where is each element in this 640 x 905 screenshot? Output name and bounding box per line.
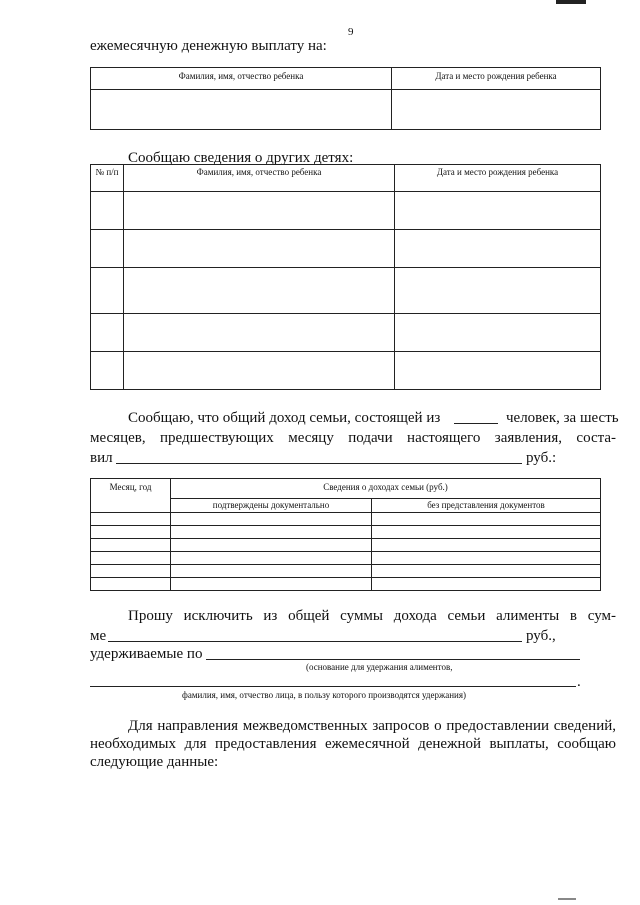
table-cell[interactable]	[91, 314, 124, 352]
table-row	[91, 552, 601, 565]
other-children-table	[90, 164, 601, 390]
other-children-header-name: Фамилия, имя, отчество ребенка	[124, 165, 395, 192]
alimony-recipient-field[interactable]	[90, 686, 576, 687]
income-header-unconfirmed: без представления документов	[372, 499, 601, 513]
table-cell[interactable]	[91, 539, 171, 552]
alimony-line2-start: ме	[90, 628, 107, 644]
table-cell[interactable]	[372, 565, 601, 578]
scan-mark-bottom	[558, 898, 576, 900]
table-cell[interactable]	[91, 268, 124, 314]
intro-line: ежемесячную денежную выплату на:	[90, 38, 327, 54]
table-cell[interactable]	[91, 552, 171, 565]
family-size-field[interactable]	[454, 423, 498, 424]
table-cell[interactable]	[124, 268, 395, 314]
alimony-line4-end: .	[577, 674, 581, 690]
interagency-line3: следующие данные:	[90, 754, 219, 770]
alimony-amount-field[interactable]	[108, 641, 522, 642]
table-cell[interactable]	[395, 268, 601, 314]
table-row	[91, 268, 601, 314]
alimony-basis-field[interactable]	[206, 659, 580, 660]
income-line3-start: вил	[90, 450, 113, 466]
table-cell[interactable]	[372, 526, 601, 539]
table-cell[interactable]	[91, 352, 124, 390]
table-cell[interactable]	[372, 578, 601, 591]
income-table	[90, 478, 601, 591]
table-row	[91, 192, 601, 230]
alimony-basis-caption: (основание для удержания алиментов,	[306, 662, 453, 672]
table-cell[interactable]	[124, 230, 395, 268]
table-row	[91, 513, 601, 526]
table-cell[interactable]	[372, 552, 601, 565]
table-row	[91, 526, 601, 539]
table-cell[interactable]	[171, 539, 372, 552]
table-cell[interactable]	[91, 513, 171, 526]
other-children-heading: Сообщаю сведения о других детях:	[128, 150, 354, 166]
income-line2: месяцев, предшествующих месяцу подачи настоящего заявления, соста-	[90, 430, 616, 446]
alimony-recipient-caption: фамилия, имя, отчество лица, в пользу которого производятся удержания)	[182, 690, 466, 700]
table-cell[interactable]	[372, 539, 601, 552]
table-cell[interactable]	[395, 230, 601, 268]
alimony-line3-start: удерживаемые по	[90, 646, 203, 662]
child-table-cell[interactable]	[91, 90, 392, 130]
table-cell[interactable]	[171, 526, 372, 539]
alimony-line1: Прошу исключить из общей суммы дохода семьи алименты в сум-	[128, 608, 616, 624]
other-children-header-birth: Дата и место рождения ребенка	[395, 165, 601, 192]
table-row	[91, 578, 601, 591]
interagency-line2: необходимых для предоставления ежемесячной денежной выплаты, сообщаю	[90, 736, 616, 752]
table-cell[interactable]	[171, 578, 372, 591]
income-line1-end: человек, за шесть	[506, 410, 619, 426]
income-line1-start: Сообщаю, что общий доход семьи, состоящей из	[128, 410, 441, 426]
child-table	[90, 67, 601, 130]
table-cell[interactable]	[395, 192, 601, 230]
table-cell[interactable]	[171, 552, 372, 565]
table-row	[91, 565, 601, 578]
table-cell[interactable]	[91, 578, 171, 591]
child-table-header-name: Фамилия, имя, отчество ребенка	[91, 68, 392, 90]
table-cell[interactable]	[395, 314, 601, 352]
other-children-header-number: № п/п	[91, 165, 124, 192]
table-cell[interactable]	[91, 192, 124, 230]
table-cell[interactable]	[124, 352, 395, 390]
table-row	[91, 230, 601, 268]
table-cell[interactable]	[91, 565, 171, 578]
interagency-line1: Для направления межведомственных запросов о предоставлении сведений,	[128, 718, 616, 734]
table-row	[91, 314, 601, 352]
table-row	[91, 352, 601, 390]
table-cell[interactable]	[124, 192, 395, 230]
child-table-cell[interactable]	[392, 90, 601, 130]
table-cell[interactable]	[171, 513, 372, 526]
child-table-header-birth: Дата и место рождения ребенка	[392, 68, 601, 90]
table-cell[interactable]	[91, 230, 124, 268]
table-row	[91, 539, 601, 552]
page-number: 9	[348, 26, 354, 38]
table-cell[interactable]	[124, 314, 395, 352]
income-line3-end: руб.:	[526, 450, 557, 466]
income-header-group: Сведения о доходах семьи (руб.)	[171, 479, 601, 499]
total-income-field[interactable]	[116, 463, 522, 464]
table-cell[interactable]	[91, 526, 171, 539]
alimony-line2-end: руб.,	[526, 628, 556, 644]
income-header-confirmed: подтверждены документально	[171, 499, 372, 513]
scan-mark-top	[556, 0, 586, 4]
table-cell[interactable]	[171, 565, 372, 578]
table-cell[interactable]	[395, 352, 601, 390]
table-cell[interactable]	[372, 513, 601, 526]
income-header-month: Месяц, год	[91, 479, 171, 513]
